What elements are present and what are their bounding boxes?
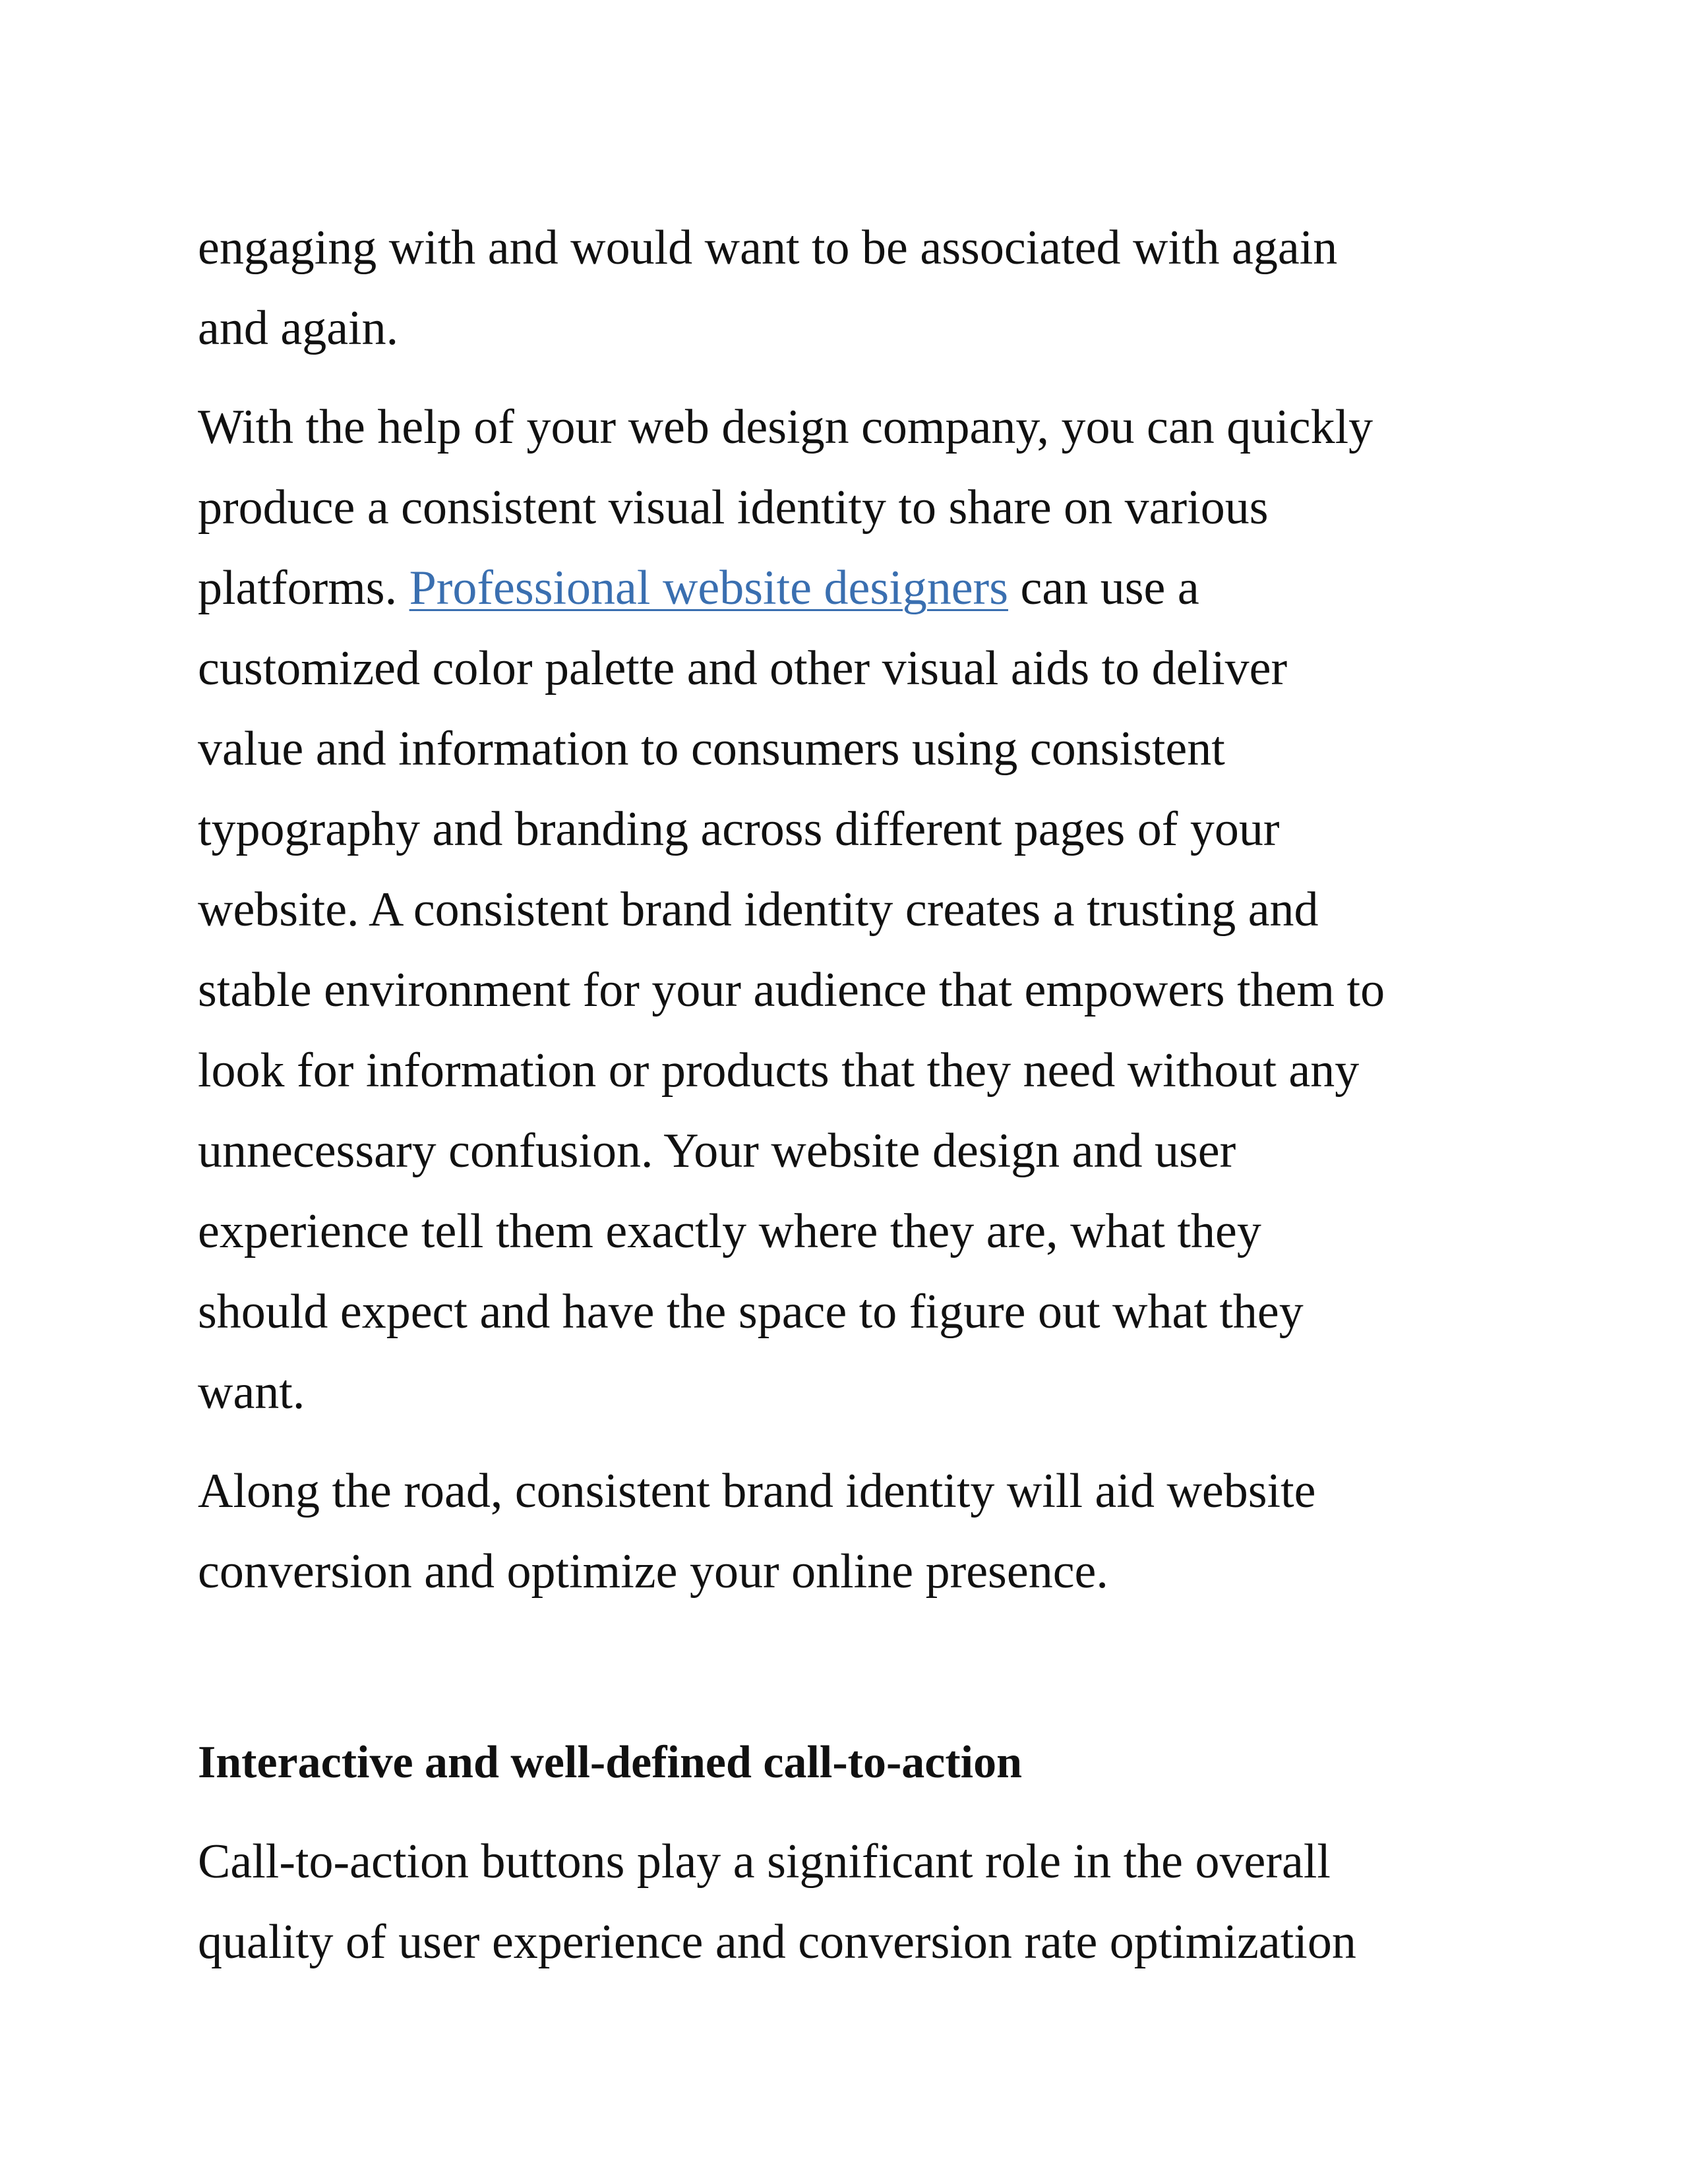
text-line: Along the road, consistent brand identity will aid website [198,1464,1316,1518]
text-line: should expect and have the space to figure out what they [198,1285,1304,1339]
professional-website-designers-link[interactable]: Professional website designers [409,561,1008,615]
text-line: look for information or products that they need without any [198,1044,1360,1098]
text-line: want. [198,1365,305,1419]
paragraph-continuation [198,208,1503,369]
text-line: website. A consistent brand identity creates a trusting and [198,883,1319,937]
paragraph-visual-identity [198,387,1503,1432]
text-line: Call-to-action buttons play a significant role in the overall [198,1835,1331,1889]
text-line: typography and branding across different pages of your [198,802,1280,856]
paragraph-conversion [198,1451,1503,1612]
text-line: quality of user experience and conversion rate optimization [198,1915,1356,1969]
paragraph-call-to-action [198,1821,1503,1982]
text-line-with-link [198,548,1503,628]
text-line: customized color palette and other visual aids to deliver [198,641,1288,695]
text-line: stable environment for your audience that empowers them to [198,963,1385,1017]
text-line: With the help of your web design company, you can quickly [198,400,1373,454]
text-line: conversion and optimize your online presence. [198,1545,1108,1599]
section-heading: Interactive and well-defined call-to-action [198,1737,1023,1788]
text-line: unnecessary confusion. Your website design and user [198,1124,1236,1178]
text-line: engaging with and would want to be associated with again [198,221,1338,275]
document-body [198,208,1503,1982]
text-line: and again. [198,301,399,355]
text-line: value and information to consumers using consistent [198,722,1225,776]
text-line: produce a consistent visual identity to share on various [198,481,1269,535]
text-line: experience tell them exactly where they are, what they [198,1204,1261,1258]
text-fragment: can use a [1008,561,1199,615]
text-fragment: platforms. [198,561,409,615]
